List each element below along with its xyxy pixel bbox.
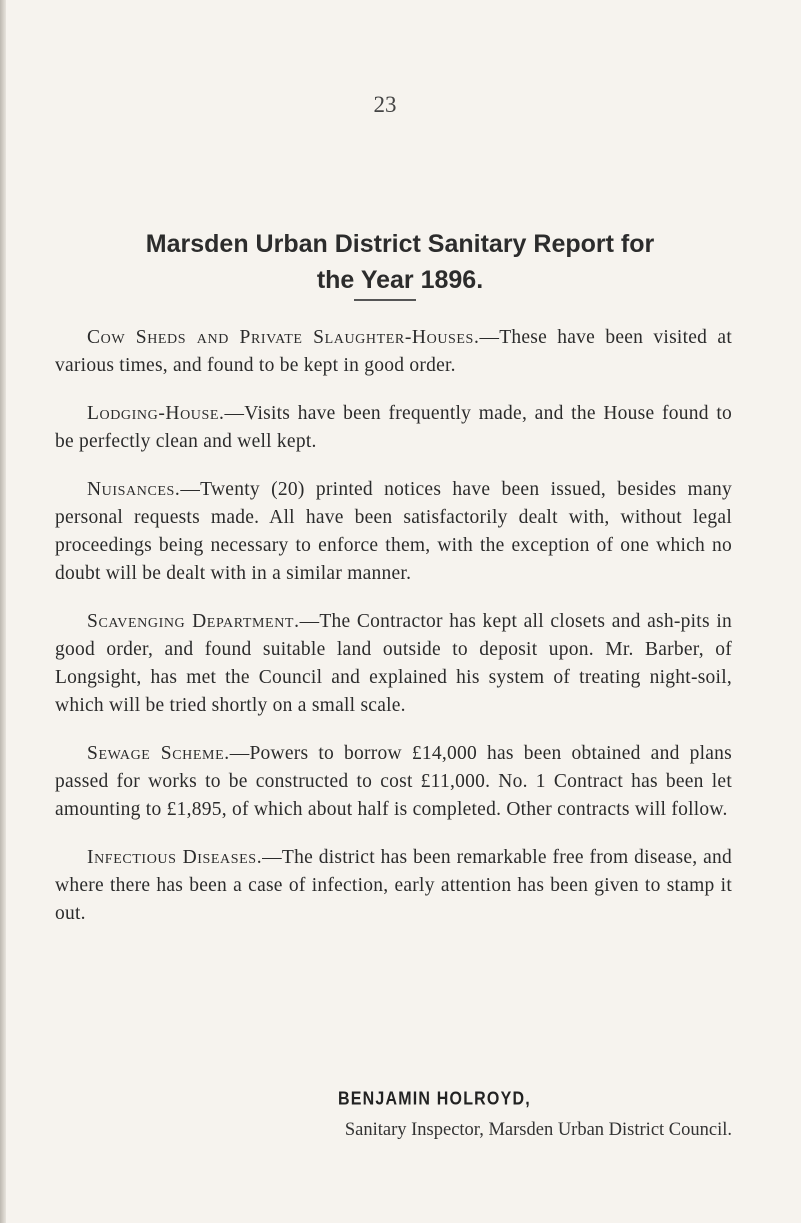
- section-heading: Infectious Diseases.: [87, 847, 263, 868]
- section-sewage: [55, 740, 732, 824]
- section-scavenging: [55, 608, 732, 720]
- section-text: —Visits have been frequently made, and the House found to be perfectly clean and well kept.: [55, 403, 732, 452]
- page-binding-edge: [0, 0, 6, 1223]
- section-text: —These have been visited at various times, and found to be kept in good order.: [55, 327, 733, 376]
- section-heading: Scavenging Department.: [87, 611, 300, 632]
- section-text: —Twenty (20) printed notices have been issued, besides many personal requests made. All have been satisfactorily dealt with, without legal proceedings being necessary to enforce them, with the exception of one which no doubt will be dealt with in a similar manner.: [55, 479, 732, 584]
- section-text: —Powers to borrow £14,000 has been obtained and plans passed for works to be constructed to cost £11,000. No. 1 Contract has been let amounting to £1,895, of which about half is completed. Other contracts will follow.: [55, 743, 732, 820]
- report-title-line-1: Marsden Urban District Sanitary Report for: [145, 230, 655, 258]
- report-body: [55, 324, 732, 948]
- section-nuisances: [55, 476, 732, 588]
- page-number: 23: [373, 92, 397, 117]
- section-heading: Cow Sheds and Private Slaughter-Houses.: [87, 327, 480, 348]
- section-heading: Lodging-House.: [87, 403, 225, 424]
- signature-name: BENJAMIN HOLROYD,: [338, 1089, 531, 1110]
- section-lodging-house: [55, 400, 732, 456]
- signature-title: Sanitary Inspector, Marsden Urban District Council.: [344, 1120, 732, 1140]
- title-divider: [354, 299, 416, 301]
- section-heading: Nuisances.: [87, 479, 181, 500]
- section-text: —The Contractor has kept all closets and ash-pits in good order, and found suitable land outside to deposit upon. Mr. Barber, of Longsight, has met the Council and explained his system of treating night-soil, which will be tried shortly on a small scale.: [55, 611, 732, 716]
- report-title-line-2: the Year 1896.: [316, 266, 484, 294]
- report-title: [60, 226, 740, 298]
- section-infectious-diseases: [55, 844, 732, 928]
- section-text: —The district has been remarkable free from disease, and where there has been a case of infection, early attention has been given to stamp it out.: [55, 847, 732, 924]
- section-heading: Sewage Scheme.: [87, 743, 230, 764]
- section-cow-sheds: [55, 324, 732, 380]
